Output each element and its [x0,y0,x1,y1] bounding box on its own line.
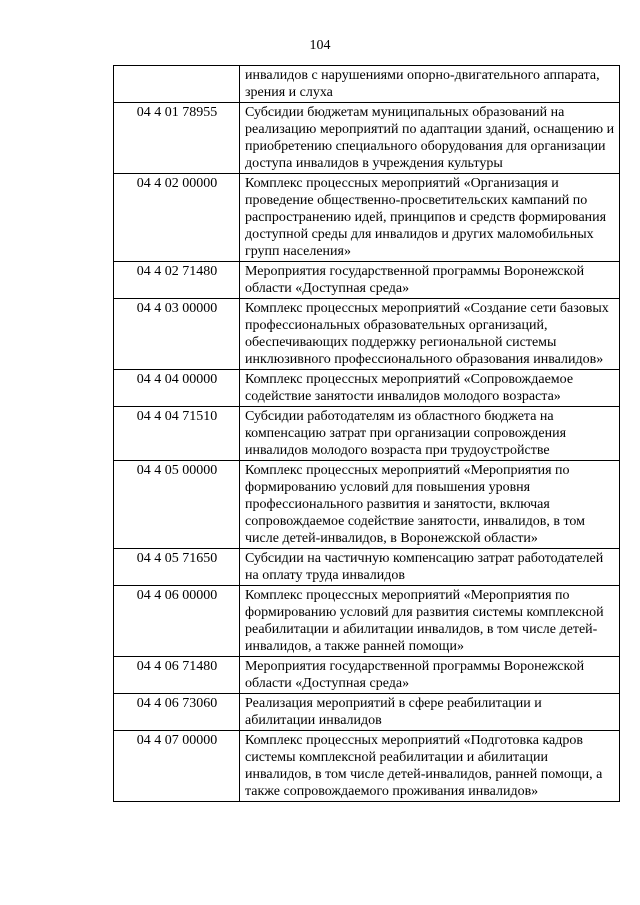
row-code: 04 4 07 00000 [114,731,240,802]
row-code: 04 4 02 71480 [114,262,240,299]
row-code: 04 4 03 00000 [114,299,240,370]
table-row [114,694,620,731]
row-code: 04 4 04 00000 [114,370,240,407]
table-row [114,549,620,586]
table-row [114,103,620,174]
row-description: Комплекс процессных мероприятий «Организация и проведение общественно-просветительских кампаний по распространению идей, принципов и средств формирования доступной среды для инвалидов и других маломобильных групп населения» [240,174,620,262]
row-description: Комплекс процессных мероприятий «Подготовка кадров системы комплексной реабилитации и абилитации инвалидов, в том числе детей-инвалидов, ранней помощи, а также сопровождаемого проживания инвалидов» [240,731,620,802]
row-description: Комплекс процессных мероприятий «Сопровождаемое содействие занятости инвалидов молодого возраста» [240,370,620,407]
table-row [114,262,620,299]
row-code: 04 4 06 71480 [114,657,240,694]
row-code: 04 4 04 71510 [114,407,240,461]
table-row [114,657,620,694]
table-row [114,731,620,802]
row-code: 04 4 02 00000 [114,174,240,262]
row-code: 04 4 06 73060 [114,694,240,731]
page-number: 104 [309,38,331,53]
table-row [114,370,620,407]
table-row [114,407,620,461]
table-row [114,299,620,370]
budget-classification-table [113,65,620,802]
table-row [114,461,620,549]
row-description: Субсидии на частичную компенсацию затрат работодателей на оплату труда инвалидов [240,549,620,586]
table-row [114,586,620,657]
row-description: Субсидии работодателям из областного бюджета на компенсацию затрат при организации сопровождения инвалидов молодого возраста при трудоустройстве [240,407,620,461]
row-code [114,66,240,103]
row-description: Комплекс процессных мероприятий «Мероприятия по формированию условий для повышения уровня профессионального развития и занятости, включая сопровождаемое содействие занятости, инвалидов, в том числе детей-инвалидов, в Воронежской области» [240,461,620,549]
row-code: 04 4 05 71650 [114,549,240,586]
row-description: инвалидов с нарушениями опорно-двигательного аппарата, зрения и слуха [240,66,620,103]
row-description: Реализация мероприятий в сфере реабилитации и абилитации инвалидов [240,694,620,731]
row-code: 04 4 05 00000 [114,461,240,549]
table-row [114,174,620,262]
row-description: Мероприятия государственной программы Воронежской области «Доступная среда» [240,657,620,694]
row-description: Комплекс процессных мероприятий «Создание сети базовых профессиональных образовательных организаций, обеспечивающих поддержку региональной системы инклюзивного профессионального образования инвалидов» [240,299,620,370]
row-code: 04 4 01 78955 [114,103,240,174]
table-row [114,66,620,103]
row-description: Комплекс процессных мероприятий «Мероприятия по формированию условий для развития системы комплексной реабилитации и абилитации инвалидов, в том числе детей-инвалидов, а также ранней помощи» [240,586,620,657]
row-code: 04 4 06 00000 [114,586,240,657]
row-description: Субсидии бюджетам муниципальных образований на реализацию мероприятий по адаптации зданий, оснащению и приобретению специального оборудования для организации доступа инвалидов в учреждения культуры [240,103,620,174]
row-description: Мероприятия государственной программы Воронежской области «Доступная среда» [240,262,620,299]
